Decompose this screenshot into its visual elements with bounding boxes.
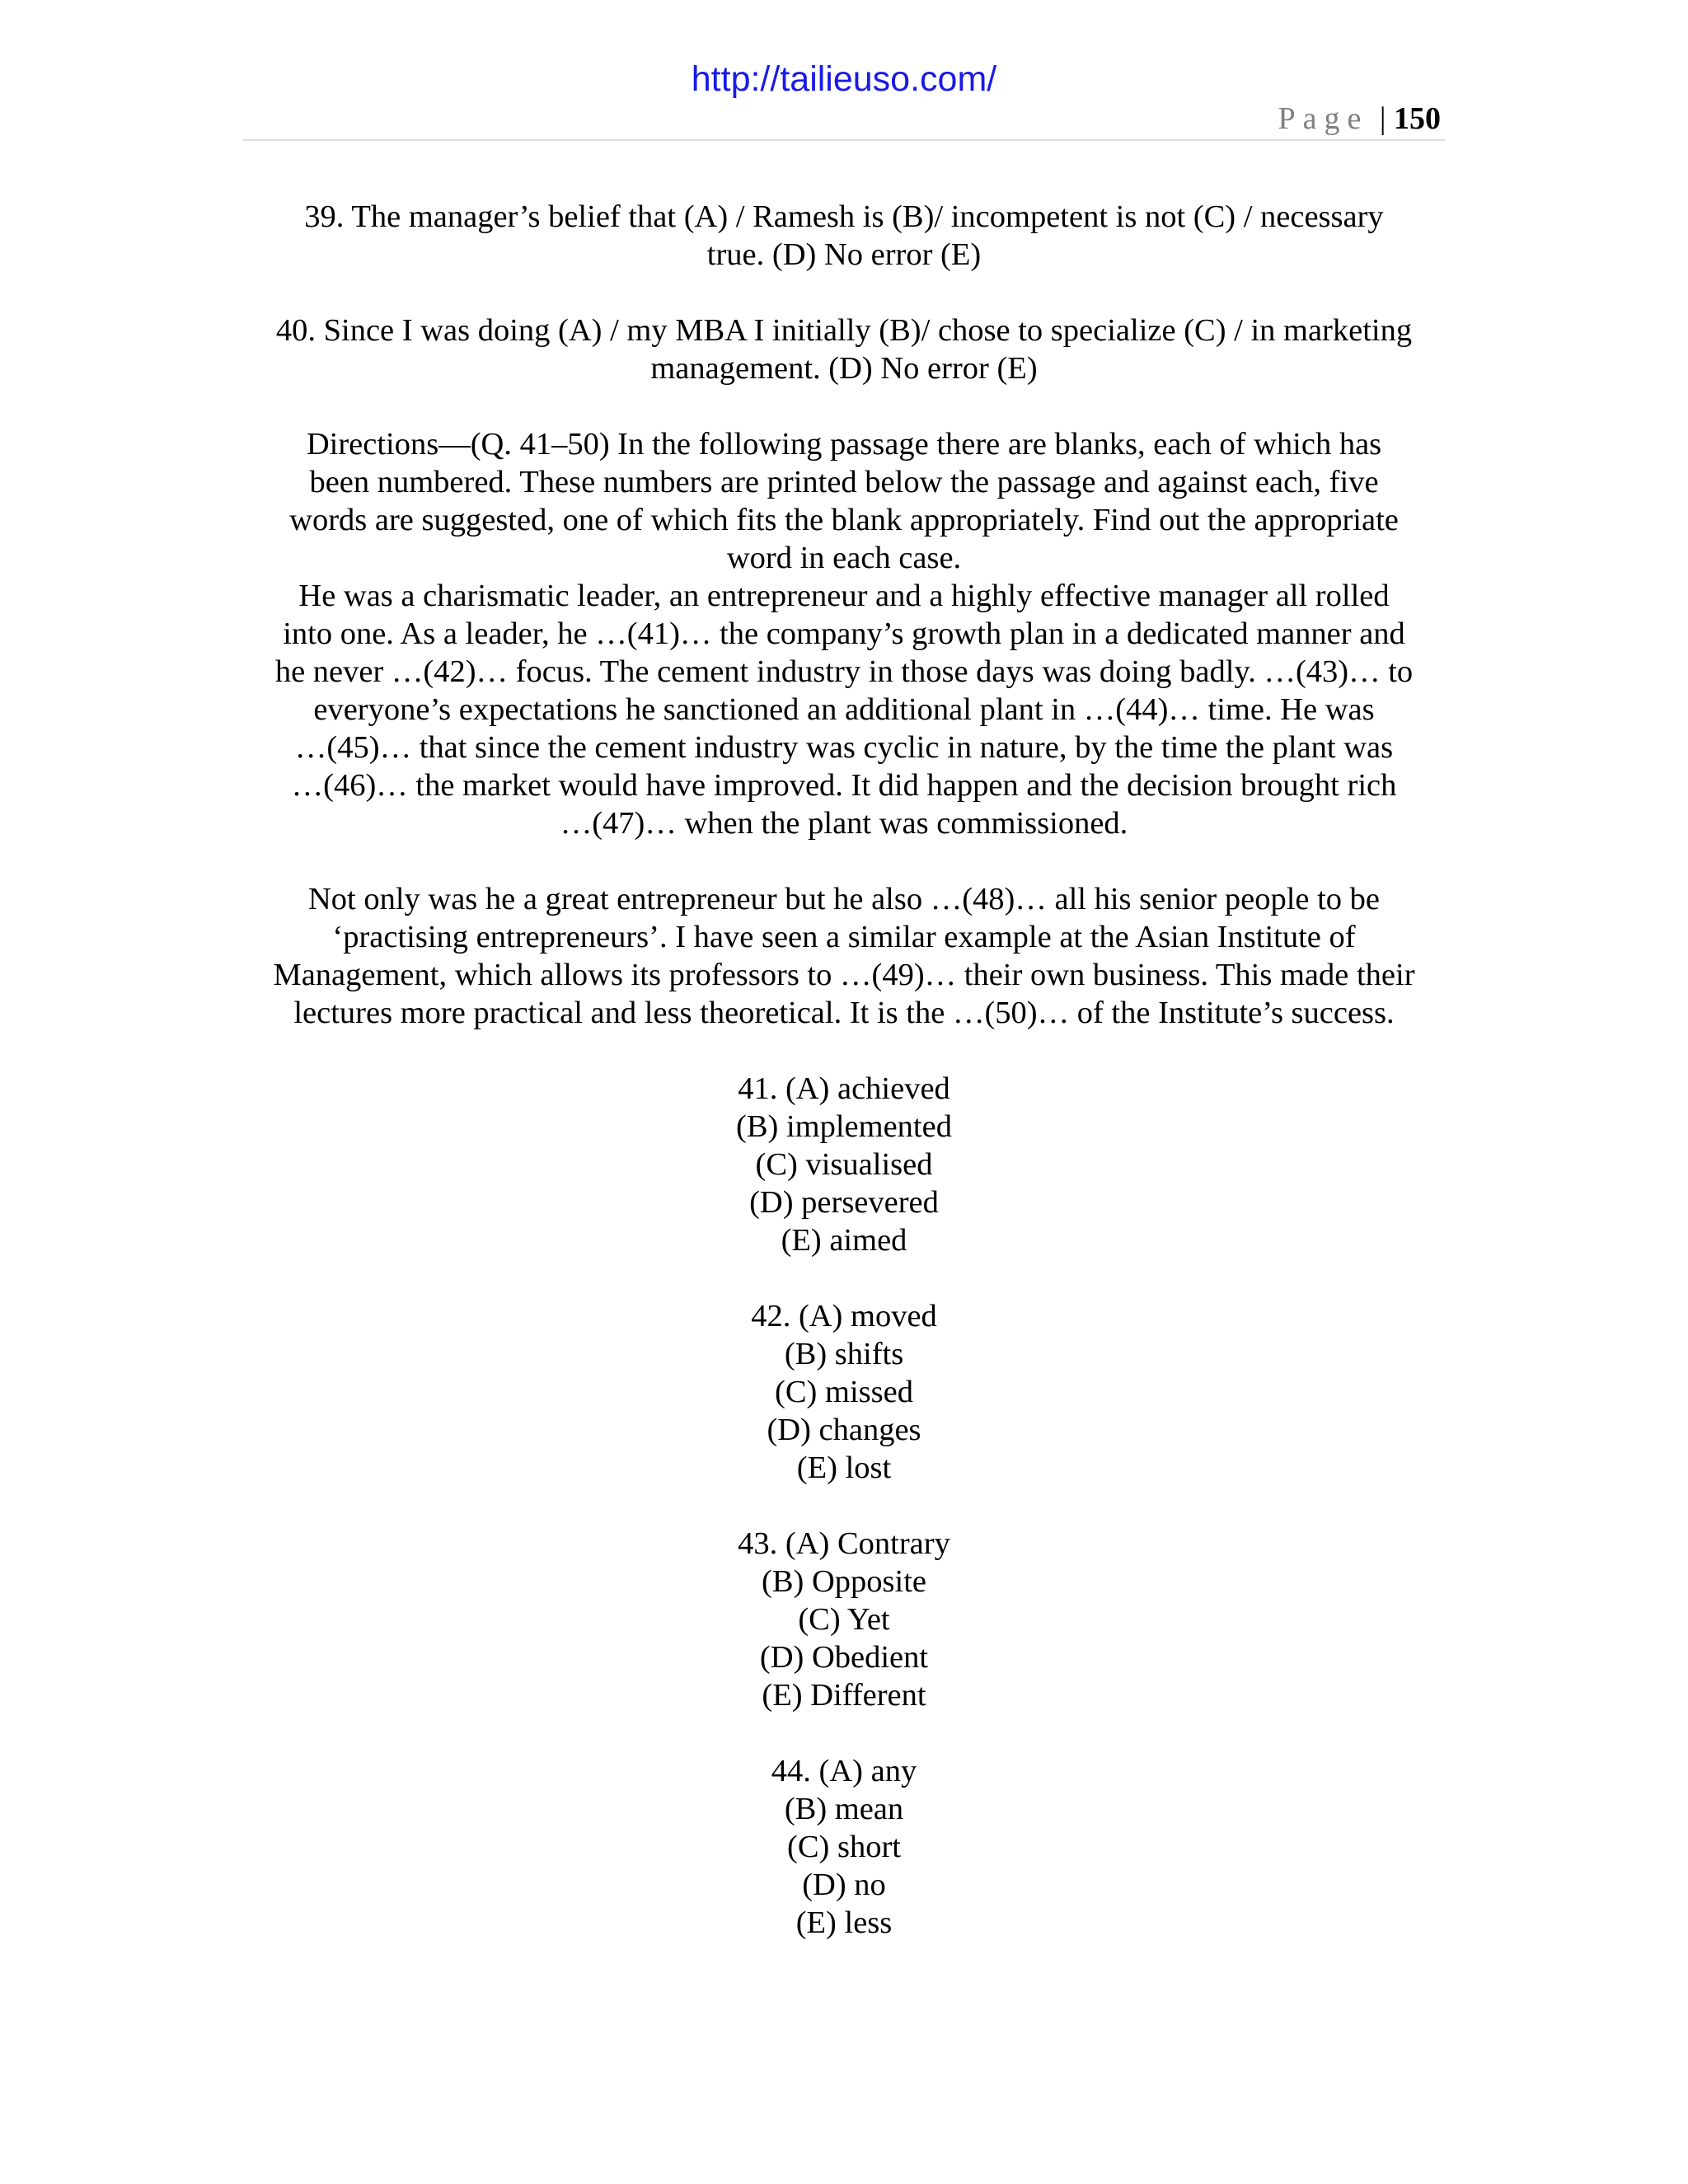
option-item: (B) shifts (784, 1337, 904, 1371)
directions-line: words are suggested, one of which fits the blank appropriately. Find out the appropriate (289, 503, 1399, 537)
passage-line: …(46)… the market would have improved. It did happen and the decision brought rich (291, 768, 1397, 803)
question-39-line: 39. The manager’s belief that (A) / Ramesh is (B)/ incompetent is not (C) / necessary (304, 199, 1384, 234)
option-item: (E) lost (796, 1451, 892, 1485)
question-40-line: 40. Since I was doing (A) / my MBA I initially (B)/ chose to specialize (C) / in marketing (275, 313, 1413, 348)
option-item: (C) Yet (798, 1602, 890, 1637)
passage-second-paragraph (243, 880, 1445, 1032)
option-item: (D) Obedient (759, 1640, 929, 1675)
passage-line: …(47)… when the plant was commissioned. (560, 806, 1128, 841)
document-body (243, 198, 1445, 1980)
question-39-line: true. (D) No error (E) (706, 237, 982, 272)
question-39 (243, 198, 1445, 274)
page-number-indicator (1278, 99, 1441, 138)
option-item: (E) less (795, 1905, 893, 1940)
option-item: (B) Opposite (762, 1564, 926, 1599)
option-item: (C) visualised (755, 1147, 933, 1182)
header-divider (243, 139, 1445, 141)
passage-line: everyone’s expectations he sanctioned an additional plant in …(44)… time. He was (313, 692, 1375, 727)
option-item: 41. (A) achieved (738, 1071, 950, 1106)
passage-line: …(45)… that since the cement industry was cyclic in nature, by the time the plant was (294, 730, 1394, 765)
option-item: 44. (A) any (771, 1754, 917, 1788)
option-item: (C) short (787, 1830, 901, 1864)
page-number: 150 (1394, 101, 1441, 136)
option-item: 42. (A) moved (751, 1299, 937, 1333)
option-item: (B) mean (784, 1792, 904, 1826)
passage-line: lectures more practical and less theoretical. It is the …(50)… of the Institute’s success. (293, 996, 1395, 1030)
passage-line: he never …(42)… focus. The cement industry in those days was doing badly. …(43)… to (274, 654, 1414, 689)
options-question-43 (243, 1525, 1445, 1714)
option-item: (C) missed (775, 1375, 913, 1409)
option-item: (E) Different (762, 1678, 926, 1713)
answer-options (243, 1070, 1445, 1942)
options-question-41 (243, 1070, 1445, 1259)
option-item: (E) aimed (781, 1223, 907, 1258)
directions-line: Directions—(Q. 41–50) In the following passage there are blanks, each of which has (306, 427, 1382, 462)
passage-line: ‘practising entrepreneurs’. I have seen a similar example at the Asian Institute of (332, 920, 1356, 954)
option-item: (D) persevered (749, 1185, 939, 1220)
option-item: (B) implemented (736, 1109, 952, 1144)
page-label: Page (1278, 101, 1369, 136)
options-question-44 (243, 1752, 1445, 1942)
option-item: 43. (A) Contrary (738, 1526, 950, 1561)
passage-line: into one. As a leader, he …(41)… the company’s growth plan in a dedicated manner and (283, 616, 1405, 651)
directions-passage (243, 425, 1445, 842)
header-url-link[interactable]: http://tailieuso.com/ (691, 59, 997, 99)
page-separator: | (1379, 101, 1386, 136)
option-item: (D) changes (767, 1413, 921, 1447)
passage-line: Not only was he a great entrepreneur but he also …(48)… all his senior people to be (307, 882, 1381, 916)
passage-line: He was a charismatic leader, an entrepreneur and a highly effective manager all rolled (298, 579, 1390, 613)
passage-line: Management, which allows its professors to …(49)… their own business. This made their (273, 958, 1415, 992)
question-40 (243, 312, 1445, 387)
options-question-42 (243, 1297, 1445, 1487)
directions-line: been numbered. These numbers are printed below the passage and against each, five (309, 465, 1379, 499)
directions-line: word in each case. (726, 541, 962, 575)
question-40-line: management. (D) No error (E) (650, 351, 1038, 386)
option-item: (D) no (802, 1868, 886, 1902)
